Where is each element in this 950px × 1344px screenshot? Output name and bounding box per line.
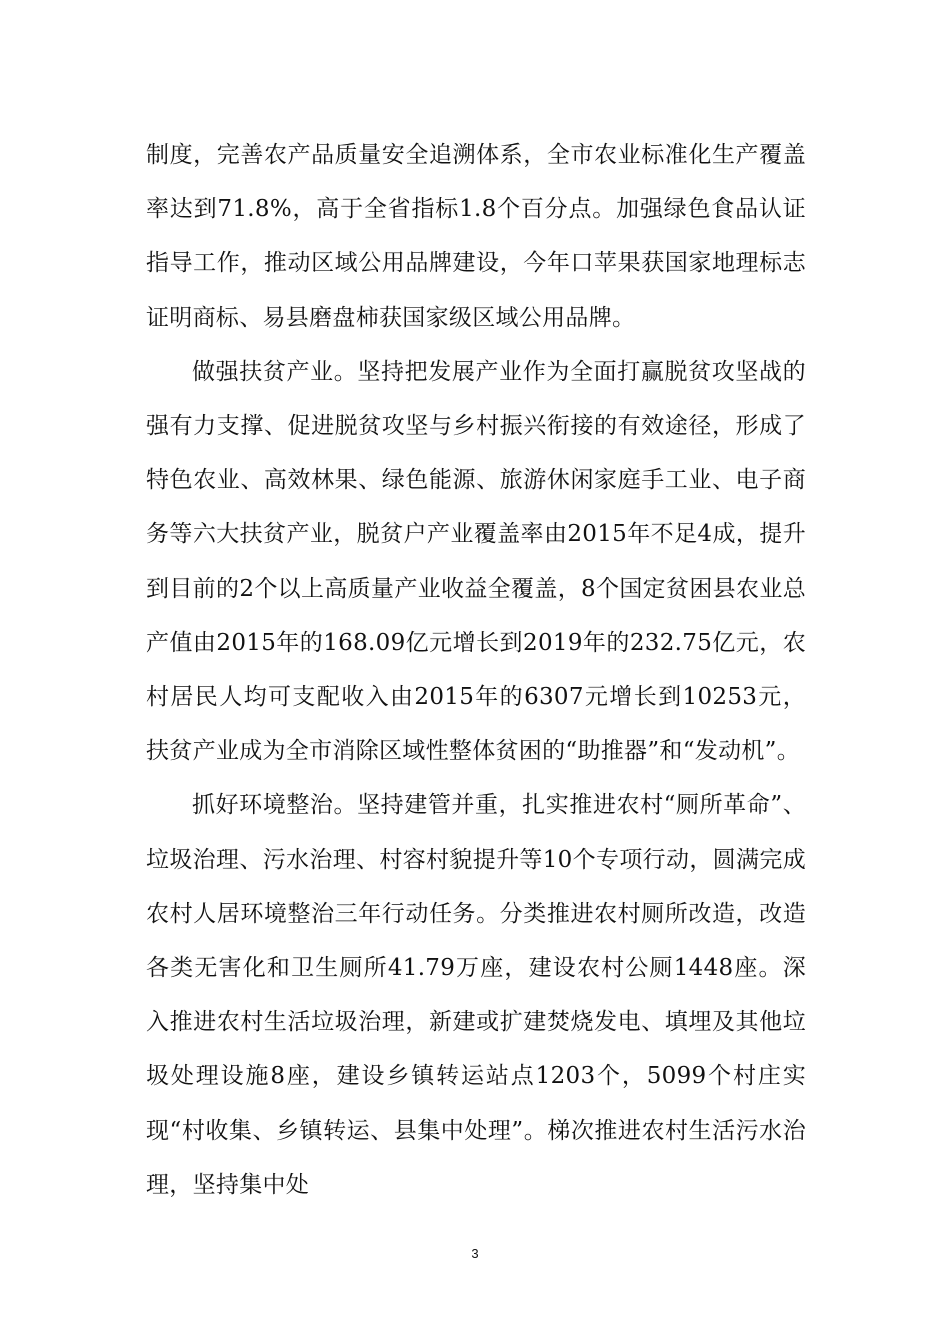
paragraph-environment-improvement: 抓好环境整治。坚持建管并重，扎实推进农村“厕所革命”、垃圾治理、污水治理、村容村貌提升等10个专项行动，圆满完成农村人居环境整治三年行动任务。分类推进农村厕所改造，改造各类无害化和卫生厕所41.79万座，建设农村公厕1448座。深入推进农村生活垃圾治理，新建或扩建焚烧发电、填埋及其他垃圾处理设施8座，建设乡镇转运站点1203个，5099个村庄实现“村收集、乡镇转运、县集中处理”。梯次推进农村生活污水治理，坚持集中处 bbox=[146, 792, 806, 1198]
body-text bbox=[146, 128, 806, 1212]
paragraph-poverty-industry: 做强扶贫产业。坚持把发展产业作为全面打赢脱贫攻坚战的强有力支撑、促进脱贫攻坚与乡村振兴衔接的有效途径，形成了特色农业、高效林果、绿色能源、旅游休闲家庭手工业、电子商务等六大扶贫产业，脱贫户产业覆盖率由2015年不足4成，提升到目前的2个以上高质量产业收益全覆盖，8个国定贫困县农业总产值由2015年的168.09亿元增长到2019年的232.75亿元，农村居民人均可支配收入由2015年的6307元增长到10253元，扶贫产业成为全市消除区域性整体贫困的“助推器”和“发动机”。 bbox=[146, 358, 806, 765]
paragraph-continuation: 制度，完善农产品质量安全追溯体系，全市农业标准化生产覆盖率达到71.8%，高于全省指标1.8个百分点。加强绿色食品认证指导工作，推动区域公用品牌建设，今年口苹果获国家地理标志证明商标、易县磨盘柿获国家级区域公用品牌。 bbox=[146, 142, 806, 331]
page-number: 3 bbox=[471, 1246, 479, 1261]
